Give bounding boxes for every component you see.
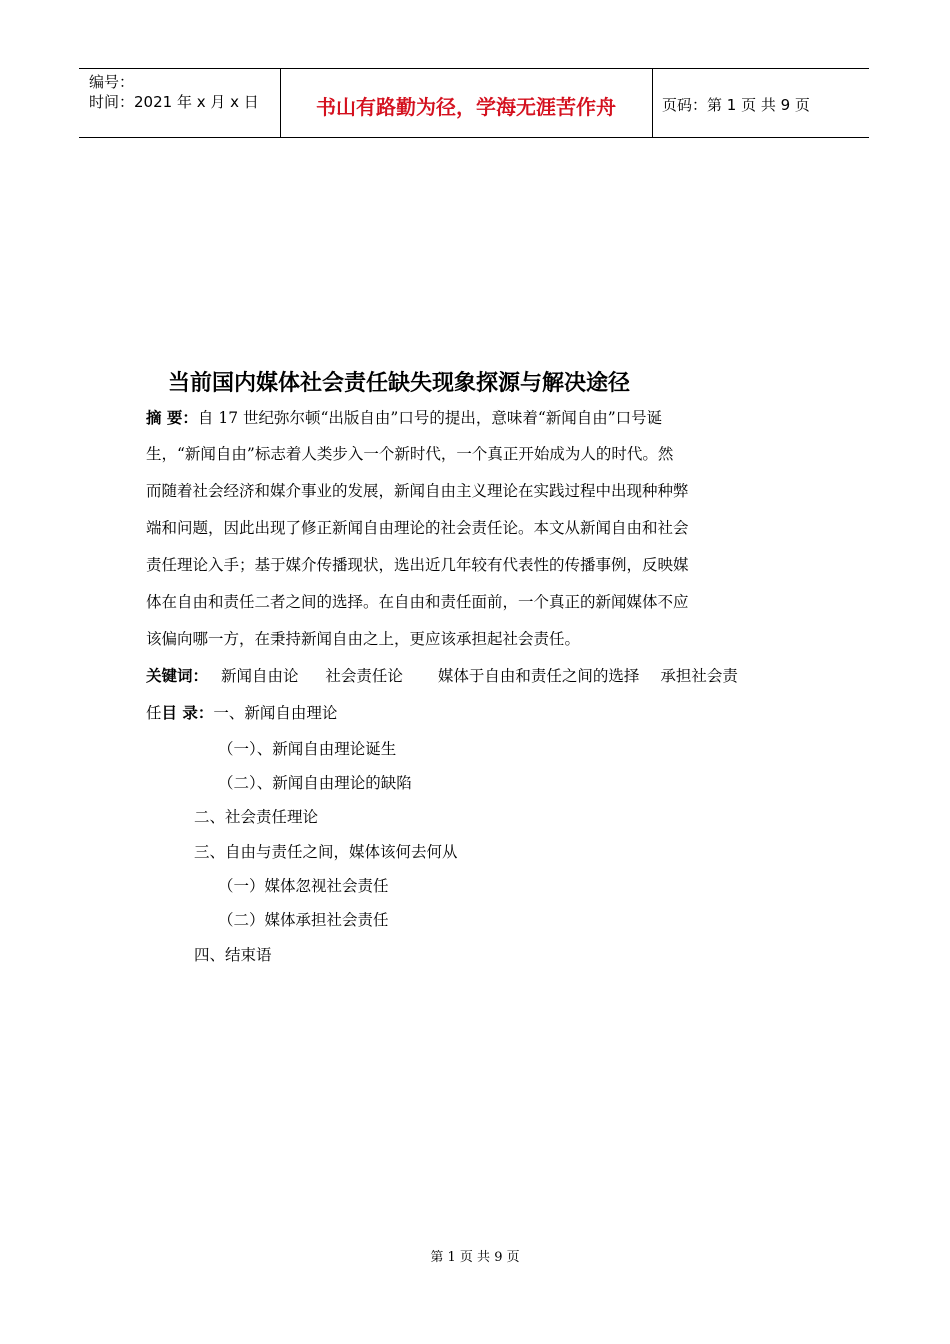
toc-item: 一、新闻自由理论 <box>213 704 338 722</box>
abstract-line: 生，“新闻自由”标志着人类步入一个新时代，一个真正开始成为人的时代。然 <box>146 445 674 463</box>
toc-item: （一）、新闻自由理论诞生 <box>218 740 397 758</box>
keywords-line <box>146 665 738 687</box>
number-label: 编号： <box>89 73 135 91</box>
abstract-line: 责任理论入手；基于媒介传播现状，选出近几年较有代表性的传播事例，反映媒 <box>146 556 689 574</box>
keyword: 新闻自由论 <box>220 667 299 685</box>
abstract-line: 而随着社会经济和媒介事业的发展，新闻自由主义理论在实践过程中出现种种弊 <box>146 482 689 500</box>
abstract-line: 体在自由和责任二者之间的选择。在自由和责任面前，一个真正的新闻媒体不应 <box>146 593 689 611</box>
keyword: 承担社会责 <box>660 667 738 685</box>
keywords-tail: 任 <box>146 704 162 722</box>
abstract-line <box>146 407 662 429</box>
date-line: 时间：2021 年 x 月 x 日 <box>89 93 259 111</box>
page-footer: 第 1 页 共 9 页 <box>430 1250 520 1265</box>
toc-label: 目 录： <box>161 704 214 722</box>
page-info: 页码：第 1 页 共 9 页 <box>662 96 810 114</box>
abstract-line: 端和问题，因此出现了修正新闻自由理论的社会责任论。本文从新闻自由和社会 <box>146 519 689 537</box>
toc-item: 四、结束语 <box>194 946 272 964</box>
header-info-cell <box>79 69 281 137</box>
keywords-label: 关键词： <box>146 667 209 685</box>
page-header <box>79 68 869 138</box>
abstract-line: 该偏向哪一方，在秉持新闻自由之上，更应该承担起社会责任。 <box>146 630 581 648</box>
toc-header-line <box>146 702 337 724</box>
abstract-text: 自 17 世纪弥尔顿“出版自由”口号的提出，意味着“新闻自由”口号诞 <box>197 409 663 427</box>
abstract-label: 摘 要： <box>146 409 198 427</box>
document-title: 当前国内媒体社会责任缺失现象探源与解决途径 <box>168 371 631 396</box>
toc-item: （一）媒体忽视社会责任 <box>218 877 389 895</box>
keyword: 社会责任论 <box>325 667 403 685</box>
toc-item: 二、社会责任理论 <box>194 808 319 826</box>
header-motto-cell <box>280 69 653 137</box>
toc-item: （二）媒体承担社会责任 <box>218 911 389 929</box>
toc-item: （二）、新闻自由理论的缺陷 <box>218 774 412 792</box>
toc-item: 三、自由与责任之间，媒体该何去何从 <box>194 843 458 861</box>
header-page-cell <box>652 69 869 137</box>
motto: 书山有路勤为径，学海无涯苦作舟 <box>316 95 616 119</box>
keyword: 媒体于自由和责任之间的选择 <box>437 667 640 685</box>
